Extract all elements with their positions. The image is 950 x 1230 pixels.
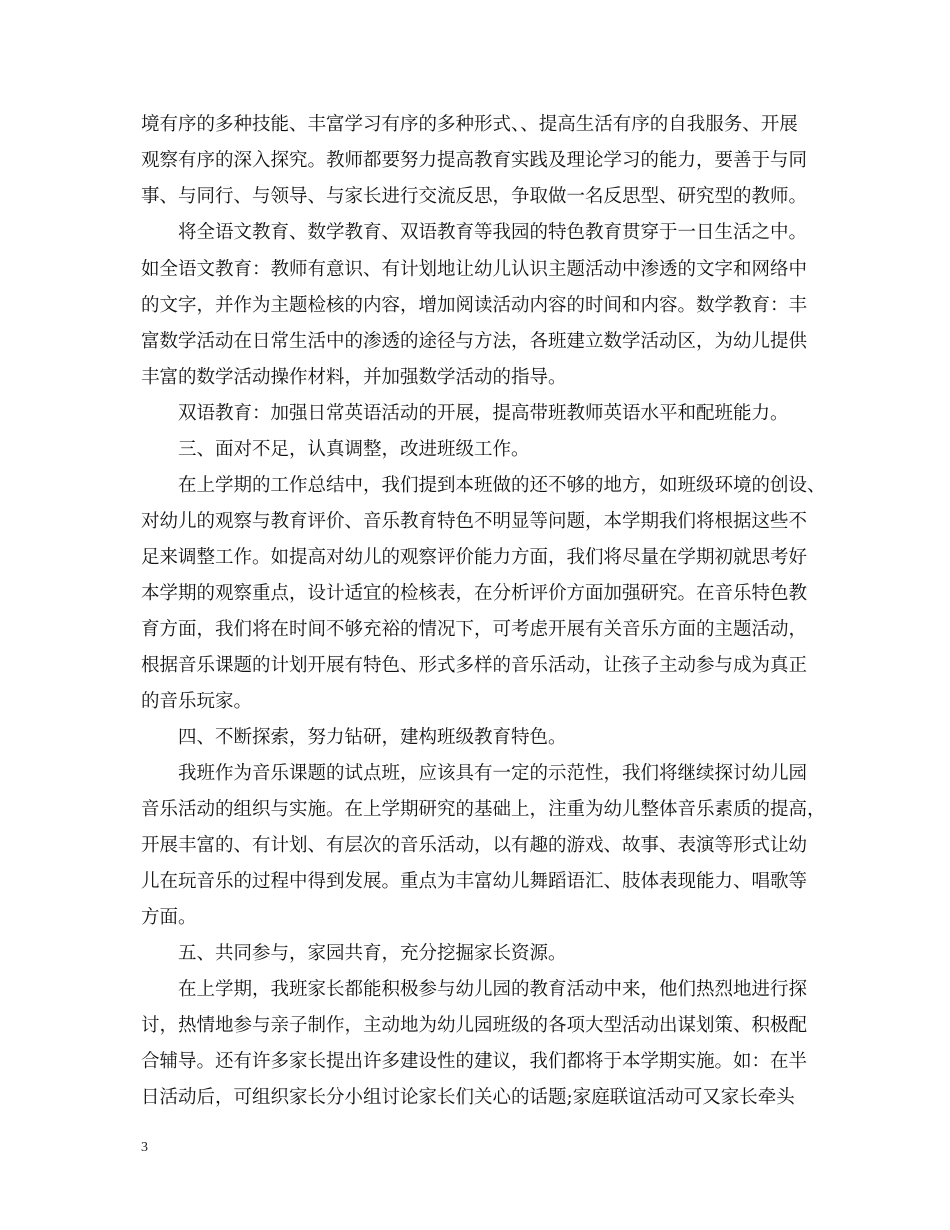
text-line: 育方面，我们将在时间不够充裕的情况下，可考虑开展有关音乐方面的主题活动，: [141, 619, 808, 640]
section-heading: 三、面对不足，认真调整，改进班级工作。: [141, 439, 530, 460]
text-line: 足来调整工作。如提高对幼儿的观察评价能力方面，我们将尽量在学期初就思考好: [141, 547, 808, 568]
text-line: 音乐活动的组织与实施。在上学期研究的基础上，注重为幼儿整体音乐素质的提高，: [141, 799, 826, 820]
text-line: 富数学活动在日常生活中的渗透的途径与方法，各班建立数学活动区，为幼儿提供: [141, 331, 808, 352]
section-heading: 五、共同参与，家园共育，充分挖掘家长资源。: [141, 943, 567, 964]
text-line: 对幼儿的观察与教育评价、音乐教育特色不明显等问题，本学期我们将根据这些不: [141, 511, 808, 532]
text-line: 双语教育：加强日常英语活动的开展，提高带班教师英语水平和配班能力。: [141, 403, 789, 424]
text-line: 将全语文教育、数学教育、双语教育等我园的特色教育贯穿于一日生活之中。: [141, 222, 808, 243]
text-line: 讨，热情地参与亲子制作，主动地为幼儿园班级的各项大型活动出谋划策、积极配: [141, 1015, 808, 1036]
text-line: 在上学期，我班家长都能积极参与幼儿园的教育活动中来，他们热烈地进行探: [141, 979, 808, 1000]
text-line: 在上学期的工作总结中，我们提到本班做的还不够的地方，如班级环境的创设、: [141, 475, 826, 496]
page-number: 3: [141, 1140, 148, 1155]
text-line: 日活动后，可组织家长分小组讨论家长们关心的话题;家庭联谊活动可又家长牵头: [141, 1087, 795, 1108]
text-line: 方面。: [141, 907, 197, 928]
text-line: 事、与同行、与领导、与家长进行交流反思，争取做一名反思型、研究型的教师。: [141, 186, 808, 207]
text-line: 儿在玩音乐的过程中得到发展。重点为丰富幼儿舞蹈语汇、肢体表现能力、唱歌等: [141, 871, 808, 892]
text-line: 根据音乐课题的计划开展有特色、形式多样的音乐活动，让孩子主动参与成为真正: [141, 655, 808, 676]
text-line: 的音乐玩家。: [141, 691, 253, 712]
text-line: 丰富的数学活动操作材料，并加强数学活动的指导。: [141, 367, 567, 388]
text-line: 如全语文教育：教师有意识、有计划地让幼儿认识主题活动中渗透的文字和网络中: [141, 259, 808, 280]
text-line: 的文字，并作为主题检核的内容，增加阅读活动内容的时间和内容。数学教育：丰: [141, 295, 808, 316]
text-line: 合辅导。还有许多家长提出许多建设性的建议，我们都将于本学期实施。如：在半: [141, 1051, 808, 1072]
text-line: 本学期的观察重点，设计适宜的检核表，在分析评价方面加强研究。在音乐特色教: [141, 583, 808, 604]
text-line: 我班作为音乐课题的试点班，应该具有一定的示范性，我们将继续探讨幼儿园: [141, 763, 808, 784]
text-line: 开展丰富的、有计划、有层次的音乐活动，以有趣的游戏、故事、表演等形式让幼: [141, 835, 808, 856]
text-line: 观察有序的深入探究。教师都要努力提高教育实践及理论学习的能力，要善于与同: [141, 150, 808, 171]
text-line: 境有序的多种技能、丰富学习有序的多种形式、、提高生活有序的自我服务、开展: [141, 114, 798, 135]
section-heading: 四、不断探索，努力钻研，建构班级教育特色。: [141, 727, 567, 748]
